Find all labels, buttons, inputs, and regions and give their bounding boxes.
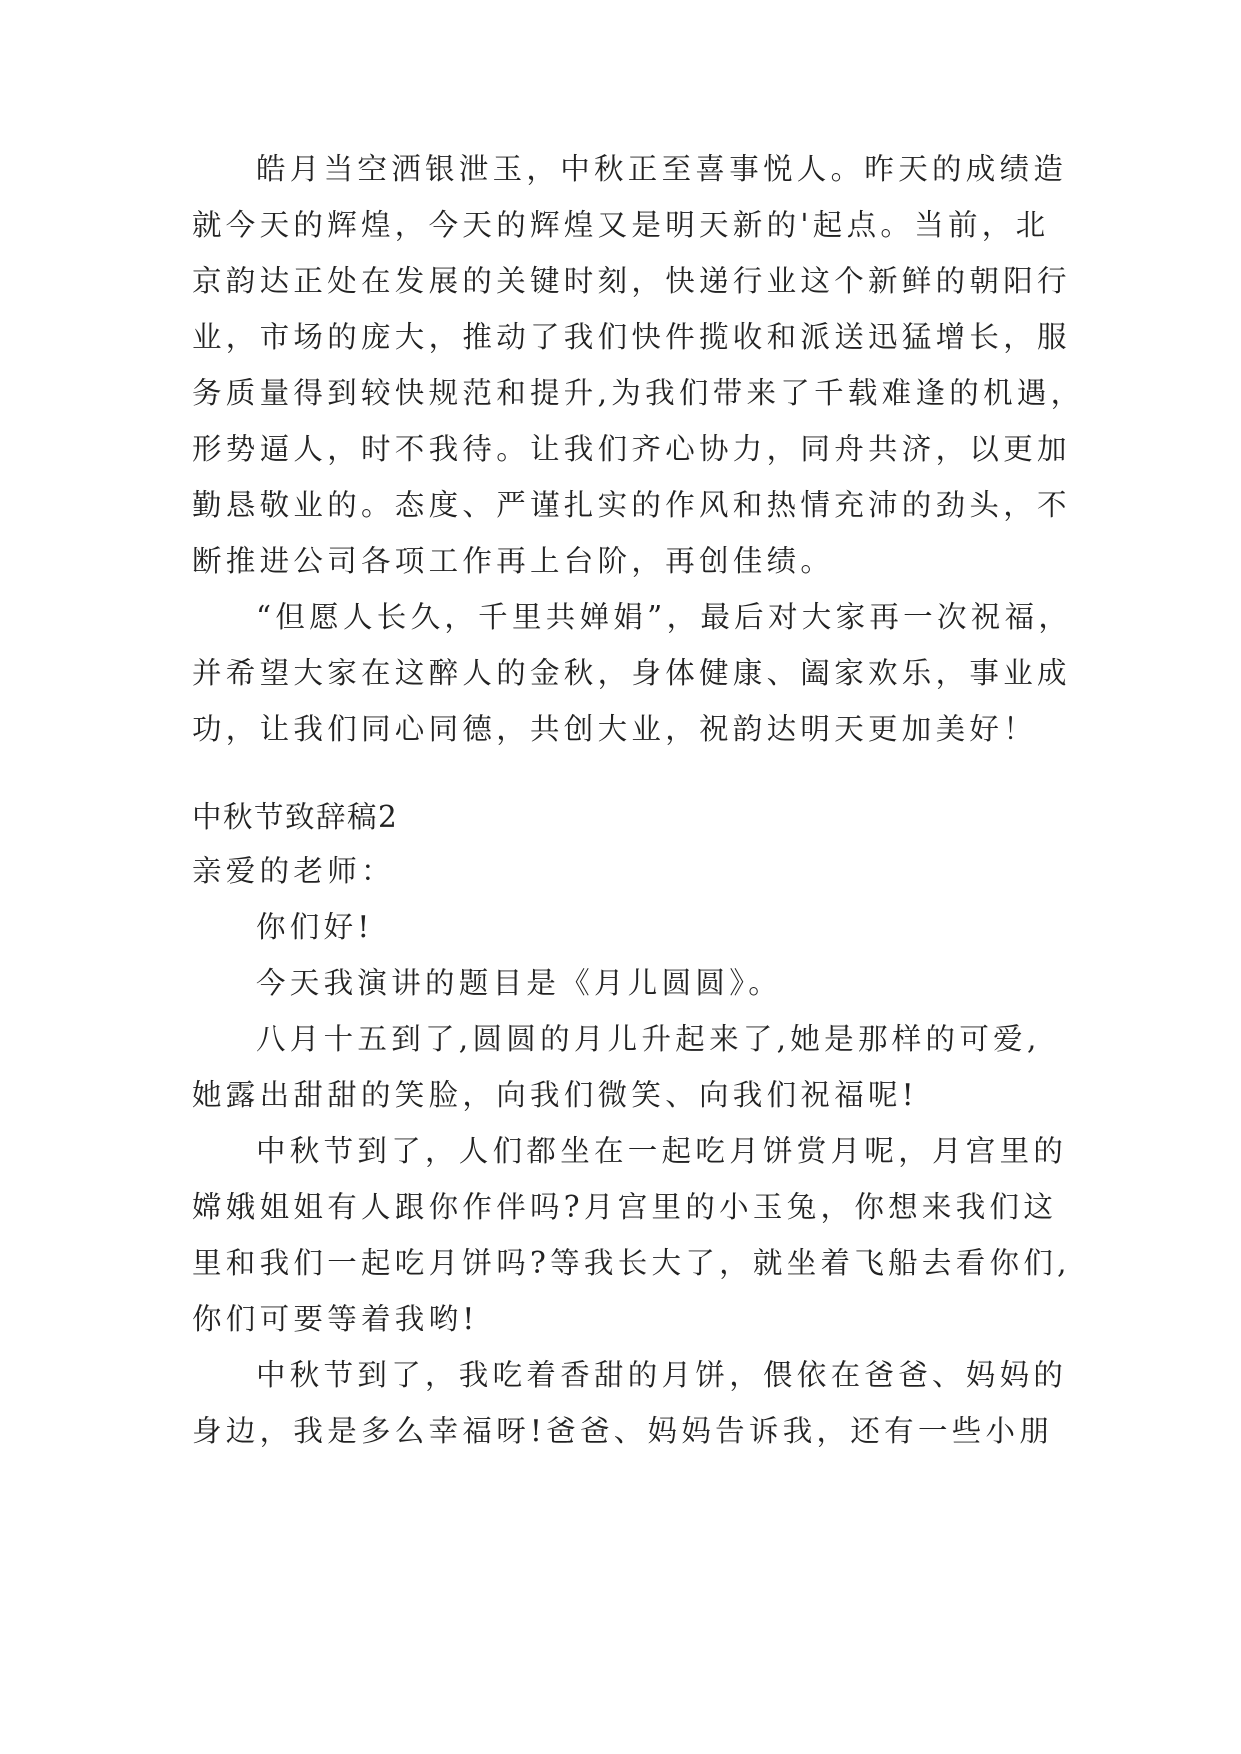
greeting: 你们好! xyxy=(256,910,374,944)
text-line: 断推进公司各项工作再上台阶，再创佳绩。 xyxy=(192,544,835,578)
text-line: 就今天的辉煌，今天的辉煌又是明天新的'起点。当前，北 xyxy=(192,208,1050,242)
section-title: 中秋节致辞稿2 xyxy=(192,800,399,834)
speech-intro: 今天我演讲的题目是《月儿圆圆》。 xyxy=(256,966,783,1000)
text-line: 中秋节到了，人们都坐在一起吃月饼赏月呢，月宫里的 xyxy=(256,1134,1068,1168)
text-line: 八月十五到了,圆圆的月儿升起来了,她是那样的可爱, xyxy=(256,1022,1041,1056)
text-line: 并希望大家在这醉人的金秋，身体健康、阖家欢乐，事业成 xyxy=(192,656,1071,690)
text-line: “但愿人长久，千里共婵娟”，最后对大家再一次祝福， xyxy=(256,600,1073,634)
text-line: 务质量得到较快规范和提升,为我们带来了千载难逢的机遇， xyxy=(192,376,1085,410)
text-line: 形势逼人，时不我待。让我们齐心协力，同舟共济，以更加 xyxy=(192,432,1071,466)
salutation: 亲爱的老师： xyxy=(192,854,395,888)
text-line: 业，市场的庞大，推动了我们快件揽收和派送迅猛增长，服 xyxy=(192,320,1071,354)
text-line: 中秋节到了，我吃着香甜的月饼，偎依在爸爸、妈妈的 xyxy=(256,1358,1068,1392)
text-line: 她露出甜甜的笑脸，向我们微笑、向我们祝福呢! xyxy=(192,1078,918,1112)
text-line: 嫦娥姐姐有人跟你作伴吗?月宫里的小玉兔，你想来我们这 xyxy=(192,1190,1058,1224)
text-line: 里和我们一起吃月饼吗?等我长大了，就坐着飞船去看你们, xyxy=(192,1246,1071,1280)
text-line: 功，让我们同心同德，共创大业，祝韵达明天更加美好！ xyxy=(192,712,1038,746)
text-line: 你们可要等着我哟! xyxy=(192,1302,479,1336)
text-line: 身边，我是多么幸福呀!爸爸、妈妈告诉我，还有一些小朋 xyxy=(192,1414,1054,1448)
text-line: 京韵达正处在发展的关键时刻，快递行业这个新鲜的朝阳行 xyxy=(192,264,1071,298)
text-line: 勤恳敬业的。态度、严谨扎实的作风和热情充沛的劲头，不 xyxy=(192,488,1071,522)
text-line: 皓月当空洒银泄玉，中秋正至喜事悦人。昨天的成绩造 xyxy=(256,152,1068,186)
